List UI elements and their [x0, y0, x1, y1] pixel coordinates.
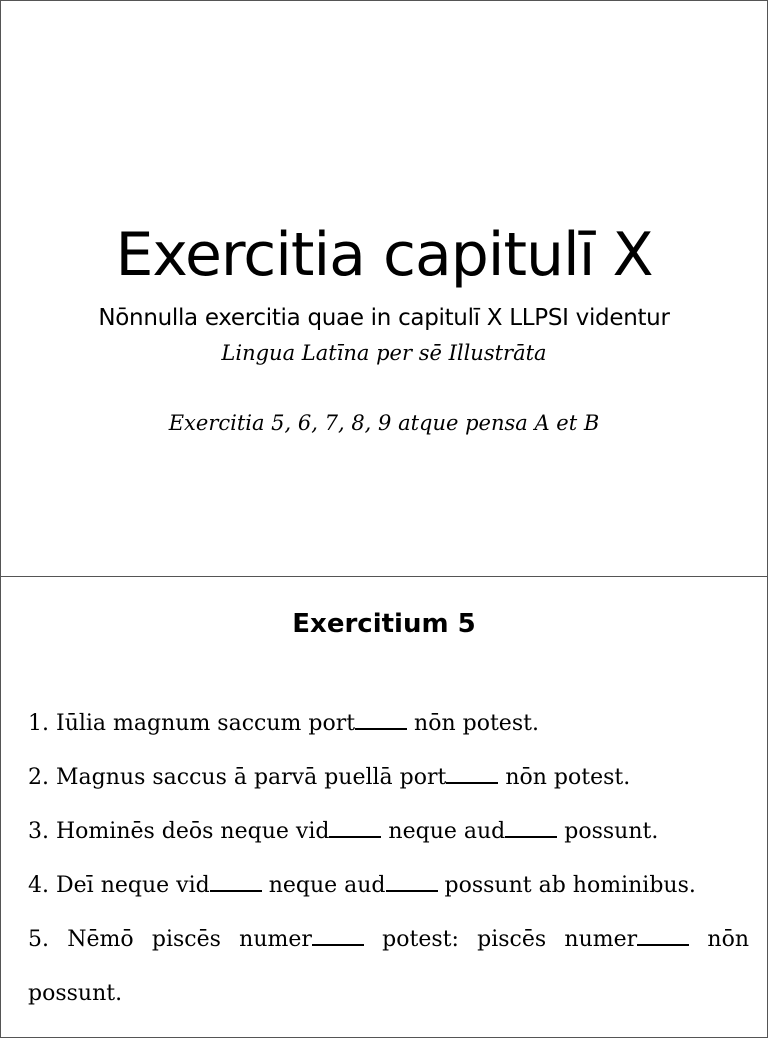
slide-title: Exercitia capitulī X	[115, 220, 653, 290]
answer-blank	[210, 889, 262, 892]
answer-blank	[312, 943, 364, 946]
exercise-item-2: 2. Magnus saccus ā parvā puellā port nōn potest.	[28, 765, 631, 790]
answer-blank	[505, 835, 557, 838]
slide-subtitle: Nōnnulla exercitia quae in capitulī X LLPSI videntur	[98, 305, 670, 331]
book-title: Lingua Latīna per sē Illustrāta	[221, 341, 547, 365]
answer-blank	[329, 835, 381, 838]
exercise-item-1: 1. Iūlia magnum saccum port nōn potest.	[28, 711, 539, 736]
exercise-heading: Exercitium 5	[292, 609, 476, 639]
answer-blank	[637, 943, 689, 946]
exercise-list-line: Exercitia 5, 6, 7, 8, 9 atque pensa A et B	[168, 411, 600, 435]
answer-blank	[446, 781, 498, 784]
exercise-slide	[0, 576, 768, 1038]
exercise-items	[28, 697, 749, 1021]
answer-blank	[386, 889, 438, 892]
exercise-item-3: 3. Hominēs deōs neque vid neque aud possunt.	[28, 819, 659, 844]
answer-blank	[355, 727, 407, 730]
exercise-item-5: 5. Nēmō piscēs numer potest: piscēs numer nōn possunt.	[28, 927, 749, 1006]
exercise-item-4: 4. Deī neque vid neque aud possunt ab hominibus.	[28, 873, 696, 898]
